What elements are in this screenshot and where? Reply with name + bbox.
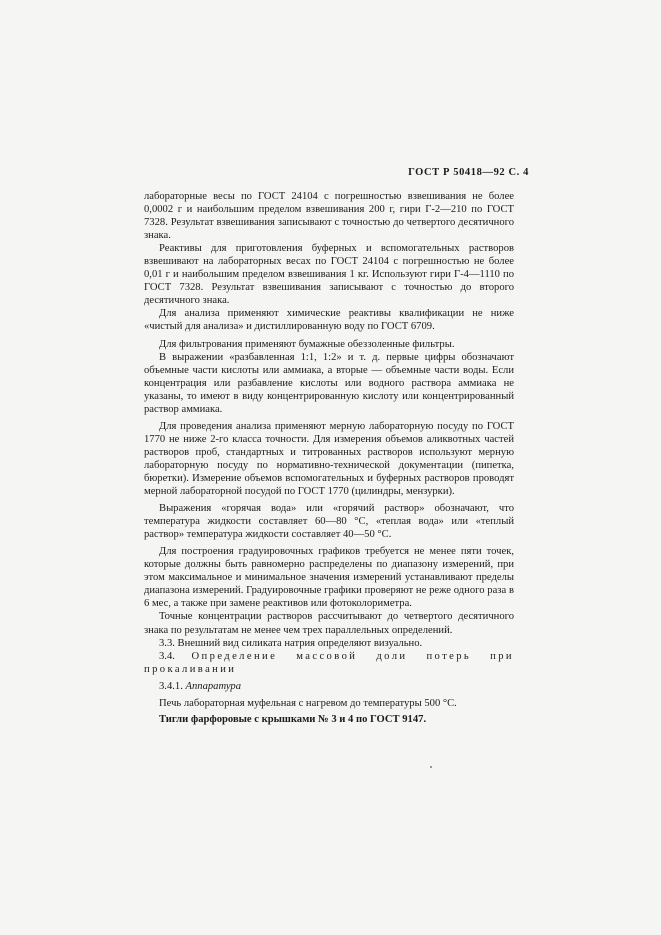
paragraph-concentrations: Точные концентрации растворов рассчитывают до четвертого десятичного знака по результатам не менее чем трех параллельных определений.: [144, 611, 514, 636]
apparatus-crucibles: Тигли фарфоровые с крышками № 3 и 4 по ГОСТ 9147.: [159, 713, 427, 725]
document-body: [144, 190, 514, 726]
paragraph-dilution: В выражении «разбавленная 1:1, 1:2» и т. д. первые цифры обозначают объемные части кислоты или аммиака, а вторые — объемные части воды. Если концентрация или разбавление кислоты или водного раствора аммиака не указаны, то имеют в виду концентрированную кислоту или концентрированный раствор аммиака.: [144, 351, 514, 415]
apparatus-furnace: Печь лабораторная муфельная с нагревом до температуры 500 °С.: [159, 697, 457, 709]
scan-speck: [430, 766, 432, 768]
page-header: ГОСТ Р 50418—92 С. 4: [408, 167, 529, 178]
paragraph-reagents-weighing: Реактивы для приготовления буферных и вспомогательных растворов взвешивают на лабораторных весах по ГОСТ 24104 с погрешностью не более 0,01 г и наибольшим пределом взвешивания 1 кг. Используют гири Г-4—1110 по ГОСТ 7328. Результат взвешивания записывают с точностью до второго десятичного знака.: [144, 243, 514, 307]
paragraph-calibration: Для построения градуировочных графиков требуется не менее пяти точек, которые должны быть равномерно распределены по диапазону измерений, при этом максимальное и минимальное значения измерений устанавливают пределы диапазона измерений. Градуировочные графики проверяют не реже одного раза в 6 мес, а также при замене реактивов или фотоколориметра.: [144, 546, 514, 610]
section-3-4-number: 3.4.: [159, 650, 175, 662]
paragraph-hot-water: Выражения «горячая вода» или «горячий раствор» обозначают, что температура жидкости составляет 60—80 °С, «теплая вода» или «теплый раствор» температура жидкости составляет 40—50 °С.: [144, 503, 514, 541]
section-3-4-1-title: Аппаратура: [185, 680, 241, 692]
section-3-4-heading: [144, 650, 514, 676]
paragraph-glassware: Для проведения анализа применяют мерную лабораторную посуду по ГОСТ 1770 не ниже 2-го класса точности. Для измерения объемов аликвотных частей растворов проб, стандартных и титрованных растворов используют мерную лабораторную посуду по нормативно-технической документации (пипетка, бюретки). Измерение объемов вспомогательных и буферных растворов проводят мерной лабораторной посудой по ГОСТ 1770 (цилиндры, мензурки).: [144, 420, 514, 498]
paragraph-filters: Для фильтрования применяют бумажные обеззоленные фильтры.: [159, 338, 455, 350]
paragraph-scales: лабораторные весы по ГОСТ 24104 с погрешностью взвешивания не более 0,0002 г и наибольшим пределом взвешивания 200 г, гири Г-2—210 по ГОСТ 7328. Результат взвешивания записывают с точностью до четвертого десятичного знака.: [144, 191, 514, 242]
section-3-4-1-heading: [144, 680, 514, 693]
section-3-4-title: Определение массовой доли потерь при прокаливании: [144, 650, 514, 675]
paragraph-reagents-quality: Для анализа применяют химические реактивы квалификации не ниже «чистый для анализа» и дистиллированную воду по ГОСТ 6709.: [144, 308, 514, 333]
section-3-4-1-number: 3.4.1.: [159, 680, 183, 692]
section-3-3: 3.3. Внешний вид силиката натрия определяют визуально.: [159, 637, 423, 649]
